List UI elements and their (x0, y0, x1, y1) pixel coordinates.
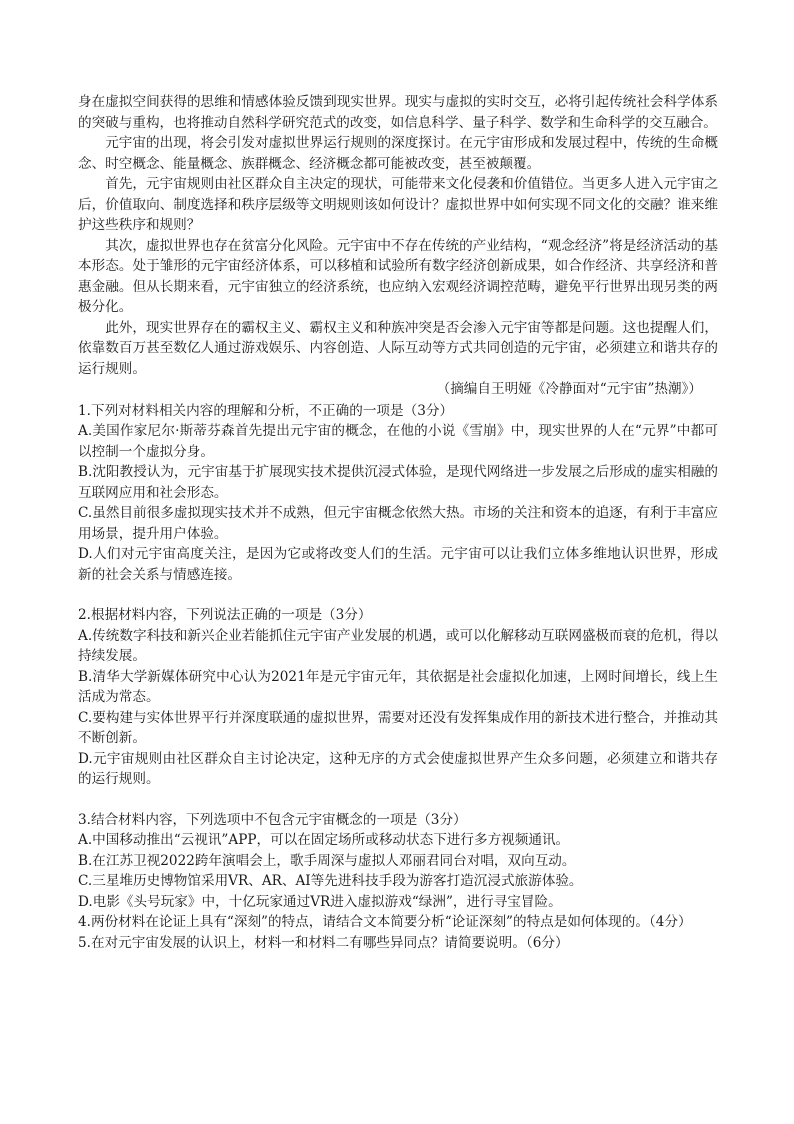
passage-paragraph: 其次，虚拟世界也存在贫富分化风险。元宇宙中不存在传统的产业结构，“观念经济”将是经济活动的基本形态。处于雏形的元宇宙经济体系，可以移植和试验所有数字经济创新成果，如合作经济、共享经济和普惠金融。但从长期来看，元宇宙独立的经济系统，也应纳入宏观经济调控范畴，避免平行世界出现另类的两极分化。 (78, 237, 718, 315)
option-a: A.美国作家尼尔·斯蒂芬森首先提出元宇宙的概念，在他的小说《雪崩》中，现实世界的人在“元界”中都可以控制一个虚拟分身。 (78, 423, 718, 460)
option-c: C.三星堆历史博物馆采用VR、AR、AI等先进科技手段为游客打造沉浸式旅游体验。 (78, 873, 583, 889)
option-d: D.元宇宙规则由社区群众自主讨论决定，这种无序的方式会使虚拟世界产生众多问题，必须建立和谐共存的运行规则。 (78, 750, 718, 787)
option-a: A.传统数字科技和新兴企业若能抓住元宇宙产业发展的机遇，或可以化解移动互联网盛极而衰的危机，得以持续发展。 (78, 627, 718, 664)
option-d: D.电影《头号玩家》中，十亿玩家通过VR进入虚拟游戏“绿洲”，进行寻宝冒险。 (78, 893, 562, 910)
option-a: A.中国移动推出“云视讯”APP，可以在固定场所或移动状态下进行多方视频通讯。 (78, 832, 570, 848)
option-c: C.要构建与实体世界平行并深度联通的虚拟世界，需要对还没有发挥集成作用的新技术进行整合，并推动其不断创新。 (78, 709, 718, 746)
option-d: D.人们对元宇宙高度关注，是因为它或将改变人们的生活。元宇宙可以让我们立体多维地认识世界，形成新的社会关系与情感连接。 (78, 546, 718, 583)
option-b: B.在江苏卫视2022跨年演唱会上，歌手周深与虚拟人邓丽君同台对唱，双向互动。 (78, 852, 576, 869)
question-2 (78, 605, 718, 790)
question-title: 2.根据材料内容，下列说法正确的一项是（3分） (78, 607, 372, 623)
source-citation: （摘编自王明娅《冷静面对“元宇宙”热潮》） (436, 381, 702, 397)
passage-paragraph: 首先，元宇宙规则由社区群众自主决定的现状，可能带来文化侵袭和价值错位。当更多人进入元宇宙之后，价值取向、制度选择和秩序层级等文明规则该如何设计？虚拟世界中如何实现不同文化的交融？谁来维护这些秩序和规则？ (78, 176, 718, 233)
exam-page (78, 92, 718, 953)
option-b: B.沈阳教授认为，元宇宙基于扩展现实技术提供沉浸式体验，是现代网络进一步发展之后形成的虚实相融的互联网应用和社会形态。 (78, 464, 718, 501)
question-title: 3.结合材料内容，下列选项中不包含元宇宙概念的一项是（3分） (78, 811, 467, 828)
passage-paragraph: 身在虚拟空间获得的思维和情感体验反馈到现实世界。现实与虚拟的实时交互，必将引起传统社会科学体系的突破与重构，也将推动自然科学研究范式的改变，如信息科学、量子科学、数学和生命科学的交互融合。 (78, 94, 718, 131)
passage-paragraph: 元宇宙的出现，将会引发对虚拟世界运行规则的深度探讨。在元宇宙形成和发展过程中，传统的生命概念、时空概念、能量概念、族群概念、经济概念都可能被改变，甚至被颠覆。 (78, 135, 718, 172)
question-1 (78, 401, 718, 586)
option-c: C.虽然目前很多虚拟现实技术并不成熟，但元宇宙概念依然大热。市场的关注和资本的追逐，有利于丰富应用场景，提升用户体验。 (78, 505, 718, 542)
question-title: 1.下列对材料相关内容的理解和分析，不正确的一项是（3分） (78, 402, 454, 419)
question-4: 4.两份材料在论证上具有“深刻”的特点，请结合文本简要分析“论证深刻”的特点是如何体现的。（4分） (78, 914, 692, 930)
option-b: B.清华大学新媒体研究中心认为2021年是元宇宙元年，其依据是社会虚拟化加速，上网时间增长，线上生活成为常态。 (78, 668, 718, 705)
spacer (78, 790, 718, 810)
passage-paragraph: 此外，现实世界存在的霸权主义、霸权主义和种族冲突是否会渗入元宇宙等都是问题。这也提醒人们，依靠数百万甚至数亿人通过游戏娱乐、内容创造、人际互动等方式共同创造的元宇宙，必须建立和谐共存的运行规则。 (78, 319, 718, 377)
spacer (78, 585, 718, 605)
question-5: 5.在对元宇宙发展的认识上，材料一和材料二有哪些异同点？请简要说明。（6分） (78, 934, 569, 951)
question-3 (78, 810, 718, 913)
